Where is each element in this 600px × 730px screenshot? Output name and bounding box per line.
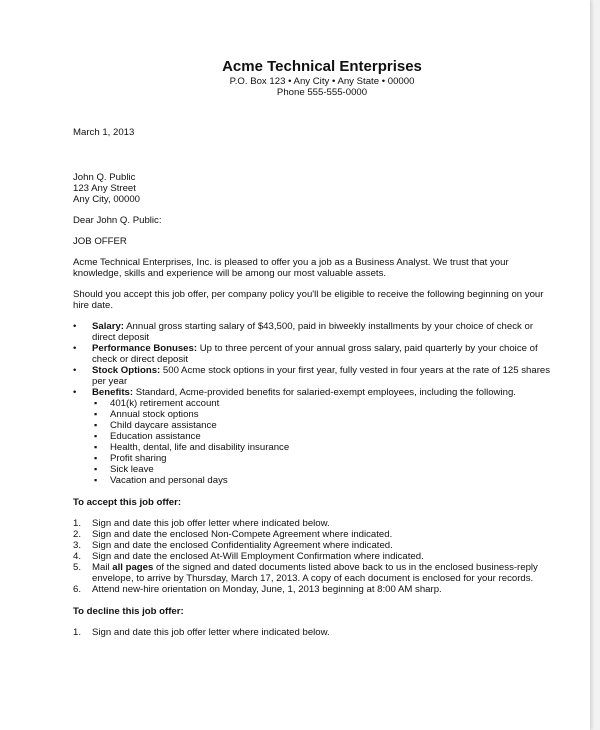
item-text: Standard, Acme-provided benefits for salaried-exempt employees, including the following. [133, 387, 516, 398]
item-text: Annual gross starting salary of $43,500, paid in biweekly installments by your choice of check or direct deposit [92, 321, 534, 343]
accept-steps [73, 518, 553, 595]
item-label: Salary: [92, 321, 124, 332]
list-item [73, 321, 553, 343]
benefit-item: ▪ Profit sharing [92, 453, 553, 464]
benefit-item: ▪ Health, dental, life and disability insurance [92, 442, 553, 453]
step-text: Sign and date the enclosed Non-Compete Agreement where indicated. [92, 529, 393, 540]
compensation-list [73, 321, 553, 486]
company-phone: Phone 555-555-0000 [276, 87, 368, 98]
letterhead [73, 58, 553, 98]
step-number: 2. [73, 529, 82, 540]
policy-paragraph: Should you accept this job offer, per company policy you'll be eligible to receive the following beginning on your hire date. [73, 289, 544, 311]
recipient-name: John Q. Public [73, 172, 136, 183]
subject-line: JOB OFFER [73, 236, 127, 247]
decline-steps [73, 627, 553, 638]
accept-heading: To accept this job offer: [73, 497, 182, 508]
company-address: P.O. Box 123 • Any City • Any State • 00000 [229, 76, 415, 87]
list-item [73, 627, 553, 638]
list-item [73, 518, 553, 529]
benefit-item: ▪ Education assistance [92, 431, 553, 442]
letter-date: March 1, 2013 [73, 127, 135, 138]
item-label: Performance Bonuses: [92, 343, 198, 354]
step-text-bold: all pages [112, 562, 154, 573]
item-label: Stock Options: [92, 365, 161, 376]
benefit-item: ▪ 401(k) retirement account [92, 398, 553, 409]
step-number: 3. [73, 540, 82, 551]
list-item [73, 540, 553, 551]
recipient-street: 123 Any Street [73, 183, 136, 194]
intro-paragraph: Acme Technical Enterprises, Inc. is pleased to offer you a job as a Business Analyst. We trust that your knowledge, skills and experience will be among our most valuable assets. [73, 257, 509, 279]
item-text: Up to three percent of your annual gross salary, paid quarterly by your choice of check or direct deposit [92, 343, 538, 365]
step-text-pre: Mail [92, 562, 113, 573]
list-item [73, 584, 553, 595]
item-text: 500 Acme stock options in your first year, fully vested in four years at the rate of 125 shares per year [92, 365, 551, 387]
step-number: 6. [73, 584, 82, 595]
benefit-item: ▪ Annual stock options [92, 409, 553, 420]
step-text: Sign and date this job offer letter where indicated below. [92, 627, 330, 638]
letter-body [73, 58, 553, 638]
list-item [73, 529, 553, 540]
step-text: Attend new-hire orientation on Monday, June, 1, 2013 beginning at 8:00 AM sharp. [92, 584, 442, 595]
step-text: of the signed and dated documents listed above back to us in the enclosed business-reply envelope, to arrive by Thursday, March 17, 2013. A copy of each document is enclosed for your records. [92, 562, 538, 584]
list-item [73, 387, 553, 486]
step-text: Sign and date the enclosed Confidentiality Agreement where indicated. [92, 540, 393, 551]
step-text: Sign and date this job offer letter where indicated below. [92, 518, 330, 529]
benefits-sublist [92, 398, 553, 486]
recipient-address [73, 172, 553, 205]
list-item [73, 562, 553, 584]
salutation: Dear John Q. Public: [73, 215, 162, 226]
list-item [73, 343, 553, 365]
company-name: Acme Technical Enterprises [222, 58, 422, 75]
step-number: 1. [73, 627, 82, 638]
benefit-item: ▪ Vacation and personal days [92, 475, 553, 486]
list-item [73, 551, 553, 562]
step-text: Sign and date the enclosed At-Will Employment Confirmation where indicated. [92, 551, 424, 562]
recipient-city: Any City, 00000 [73, 194, 141, 205]
benefit-item: ▪ Sick leave [92, 464, 553, 475]
benefit-item: ▪ Child daycare assistance [92, 420, 553, 431]
step-number: 5. [73, 562, 82, 573]
step-number: 4. [73, 551, 82, 562]
list-item [73, 365, 553, 387]
step-number: 1. [73, 518, 82, 529]
item-label: Benefits: [92, 387, 134, 398]
decline-heading: To decline this job offer: [73, 606, 184, 617]
